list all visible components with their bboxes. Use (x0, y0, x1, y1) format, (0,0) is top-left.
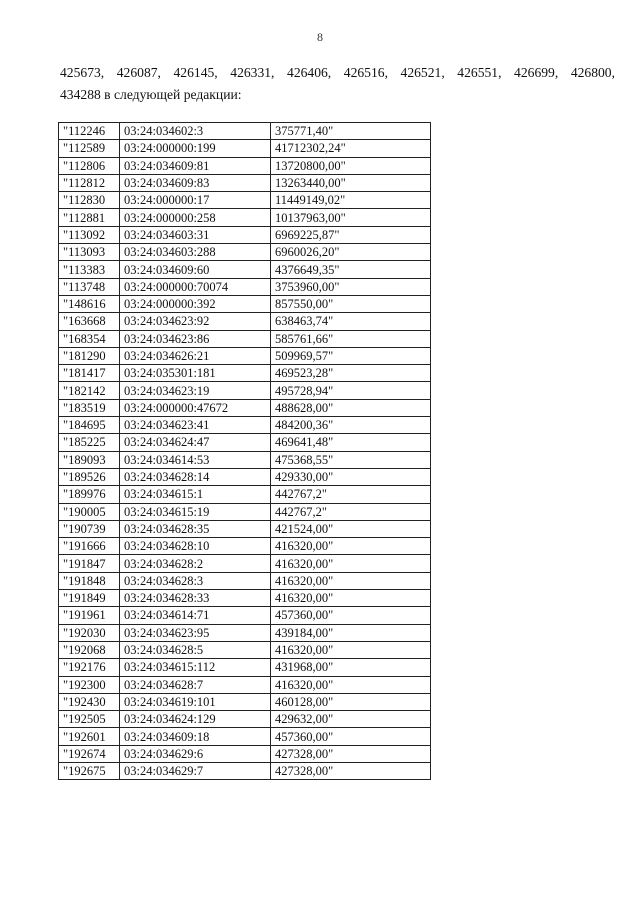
table-row (59, 313, 431, 330)
table-row (59, 123, 431, 140)
table-row (59, 641, 431, 658)
row-id-cell: "113093 (59, 244, 120, 261)
cadastral-number-cell: 03:24:034603:288 (120, 244, 271, 261)
table-row (59, 572, 431, 589)
cadastral-number-cell: 03:24:034623:92 (120, 313, 271, 330)
table-row (59, 244, 431, 261)
data-table (58, 122, 431, 780)
page-number: 8 (317, 30, 323, 44)
cadastral-number-cell: 03:24:034609:81 (120, 157, 271, 174)
row-id-cell: "182142 (59, 382, 120, 399)
row-id-cell: "113092 (59, 226, 120, 243)
row-id-cell: "168354 (59, 330, 120, 347)
cadastral-number-cell: 03:24:034614:53 (120, 451, 271, 468)
value-cell: 416320,00" (271, 641, 431, 658)
table-row (59, 486, 431, 503)
cadastral-number-cell: 03:24:034619:101 (120, 693, 271, 710)
row-id-cell: "191666 (59, 538, 120, 555)
row-id-cell: "112589 (59, 140, 120, 157)
value-cell: 427328,00" (271, 762, 431, 779)
row-id-cell: "192176 (59, 659, 120, 676)
cadastral-number-cell: 03:24:034628:7 (120, 676, 271, 693)
cadastral-number-cell: 03:24:034603:31 (120, 226, 271, 243)
cadastral-number-cell: 03:24:035301:181 (120, 365, 271, 382)
value-cell: 469641,48" (271, 434, 431, 451)
row-id-cell: "189093 (59, 451, 120, 468)
row-id-cell: "191961 (59, 607, 120, 624)
row-id-cell: "191849 (59, 590, 120, 607)
cadastral-number-cell: 03:24:034609:18 (120, 728, 271, 745)
row-id-cell: "192505 (59, 711, 120, 728)
cadastral-number-cell: 03:24:034629:6 (120, 745, 271, 762)
table-row (59, 503, 431, 520)
value-cell: 4376649,35" (271, 261, 431, 278)
table-row (59, 278, 431, 295)
cadastral-number-cell: 03:24:034624:129 (120, 711, 271, 728)
row-id-cell: "112830 (59, 192, 120, 209)
cadastral-number-cell: 03:24:000000:392 (120, 295, 271, 312)
row-id-cell: "190005 (59, 503, 120, 520)
row-id-cell: "148616 (59, 295, 120, 312)
cadastral-number-cell: 03:24:034628:33 (120, 590, 271, 607)
table-body (59, 123, 431, 780)
cadastral-number-cell: 03:24:034623:41 (120, 417, 271, 434)
value-cell: 416320,00" (271, 676, 431, 693)
value-cell: 11449149,02" (271, 192, 431, 209)
value-cell: 6960026,20" (271, 244, 431, 261)
table-row (59, 659, 431, 676)
value-cell: 416320,00" (271, 555, 431, 572)
row-id-cell: "184695 (59, 417, 120, 434)
value-cell: 416320,00" (271, 590, 431, 607)
table-row (59, 417, 431, 434)
value-cell: 439184,00" (271, 624, 431, 641)
value-cell: 10137963,00" (271, 209, 431, 226)
value-cell: 857550,00" (271, 295, 431, 312)
value-cell: 638463,74" (271, 313, 431, 330)
cadastral-number-cell: 03:24:034623:95 (120, 624, 271, 641)
table-row (59, 330, 431, 347)
row-id-cell: "192675 (59, 762, 120, 779)
row-id-cell: "191848 (59, 572, 120, 589)
cadastral-number-cell: 03:24:034615:1 (120, 486, 271, 503)
value-cell: 13263440,00" (271, 174, 431, 191)
intro-paragraph (60, 62, 615, 106)
row-id-cell: "192300 (59, 676, 120, 693)
table-row (59, 590, 431, 607)
value-cell: 469523,28" (271, 365, 431, 382)
row-id-cell: "183519 (59, 399, 120, 416)
value-cell: 41712302,24" (271, 140, 431, 157)
cadastral-number-cell: 03:24:034615:112 (120, 659, 271, 676)
value-cell: 488628,00" (271, 399, 431, 416)
value-cell: 416320,00" (271, 572, 431, 589)
row-id-cell: "113748 (59, 278, 120, 295)
row-id-cell: "112881 (59, 209, 120, 226)
table-row (59, 607, 431, 624)
row-id-cell: "181417 (59, 365, 120, 382)
table-row (59, 140, 431, 157)
table-row (59, 399, 431, 416)
row-id-cell: "192030 (59, 624, 120, 641)
row-id-cell: "189976 (59, 486, 120, 503)
value-cell: 375771,40" (271, 123, 431, 140)
cadastral-number-cell: 03:24:000000:70074 (120, 278, 271, 295)
cadastral-number-cell: 03:24:034628:35 (120, 520, 271, 537)
cadastral-number-cell: 03:24:000000:258 (120, 209, 271, 226)
value-cell: 457360,00" (271, 728, 431, 745)
table-row (59, 295, 431, 312)
value-cell: 431968,00" (271, 659, 431, 676)
row-id-cell: "190739 (59, 520, 120, 537)
cadastral-number-cell: 03:24:034614:71 (120, 607, 271, 624)
cadastral-number-cell: 03:24:034629:7 (120, 762, 271, 779)
value-cell: 585761,66" (271, 330, 431, 347)
value-cell: 429632,00" (271, 711, 431, 728)
value-cell: 484200,36" (271, 417, 431, 434)
row-id-cell: "185225 (59, 434, 120, 451)
value-cell: 416320,00" (271, 538, 431, 555)
intro-line-2: 434288 в следующей редакции: (60, 87, 242, 102)
table-row (59, 365, 431, 382)
row-id-cell: "113383 (59, 261, 120, 278)
table-row (59, 728, 431, 745)
table-row (59, 174, 431, 191)
table-row (59, 468, 431, 485)
row-id-cell: "181290 (59, 347, 120, 364)
table-row (59, 624, 431, 641)
value-cell: 427328,00" (271, 745, 431, 762)
cadastral-number-cell: 03:24:034624:47 (120, 434, 271, 451)
value-cell: 509969,57" (271, 347, 431, 364)
table-row (59, 676, 431, 693)
cadastral-number-cell: 03:24:000000:17 (120, 192, 271, 209)
cadastral-number-cell: 03:24:034609:83 (120, 174, 271, 191)
table-row (59, 157, 431, 174)
value-cell: 457360,00" (271, 607, 431, 624)
value-cell: 3753960,00" (271, 278, 431, 295)
value-cell: 13720800,00" (271, 157, 431, 174)
table-row (59, 451, 431, 468)
table-row (59, 762, 431, 779)
row-id-cell: "163668 (59, 313, 120, 330)
row-id-cell: "189526 (59, 468, 120, 485)
cadastral-number-cell: 03:24:034628:10 (120, 538, 271, 555)
table-row (59, 555, 431, 572)
table-row (59, 520, 431, 537)
row-id-cell: "192430 (59, 693, 120, 710)
cadastral-number-cell: 03:24:034609:60 (120, 261, 271, 278)
cadastral-number-cell: 03:24:034626:21 (120, 347, 271, 364)
cadastral-number-cell: 03:24:000000:199 (120, 140, 271, 157)
row-id-cell: "112812 (59, 174, 120, 191)
cadastral-number-cell: 03:24:000000:47672 (120, 399, 271, 416)
cadastral-number-cell: 03:24:034615:19 (120, 503, 271, 520)
row-id-cell: "192068 (59, 641, 120, 658)
value-cell: 429330,00" (271, 468, 431, 485)
cadastral-number-cell: 03:24:034602:3 (120, 123, 271, 140)
table-row (59, 347, 431, 364)
value-cell: 460128,00" (271, 693, 431, 710)
cadastral-number-cell: 03:24:034623:19 (120, 382, 271, 399)
cadastral-number-cell: 03:24:034628:3 (120, 572, 271, 589)
row-id-cell: "192601 (59, 728, 120, 745)
cadastral-number-cell: 03:24:034628:14 (120, 468, 271, 485)
value-cell: 442767,2" (271, 486, 431, 503)
table-row (59, 711, 431, 728)
table-row (59, 226, 431, 243)
value-cell: 495728,94" (271, 382, 431, 399)
cadastral-number-cell: 03:24:034628:2 (120, 555, 271, 572)
value-cell: 421524,00" (271, 520, 431, 537)
table-row (59, 745, 431, 762)
row-id-cell: "112246 (59, 123, 120, 140)
value-cell: 475368,55" (271, 451, 431, 468)
table-row (59, 209, 431, 226)
row-id-cell: "192674 (59, 745, 120, 762)
table-row (59, 434, 431, 451)
cadastral-number-cell: 03:24:034628:5 (120, 641, 271, 658)
table-row (59, 693, 431, 710)
table-row (59, 261, 431, 278)
value-cell: 6969225,87" (271, 226, 431, 243)
row-id-cell: "112806 (59, 157, 120, 174)
table-row (59, 538, 431, 555)
table-row (59, 192, 431, 209)
row-id-cell: "191847 (59, 555, 120, 572)
table-row (59, 382, 431, 399)
cadastral-number-cell: 03:24:034623:86 (120, 330, 271, 347)
value-cell: 442767,2" (271, 503, 431, 520)
intro-line-1: 425673, 426087, 426145, 426331, 426406, 426516, 426521, 426551, 426699, 426800, (60, 65, 615, 80)
